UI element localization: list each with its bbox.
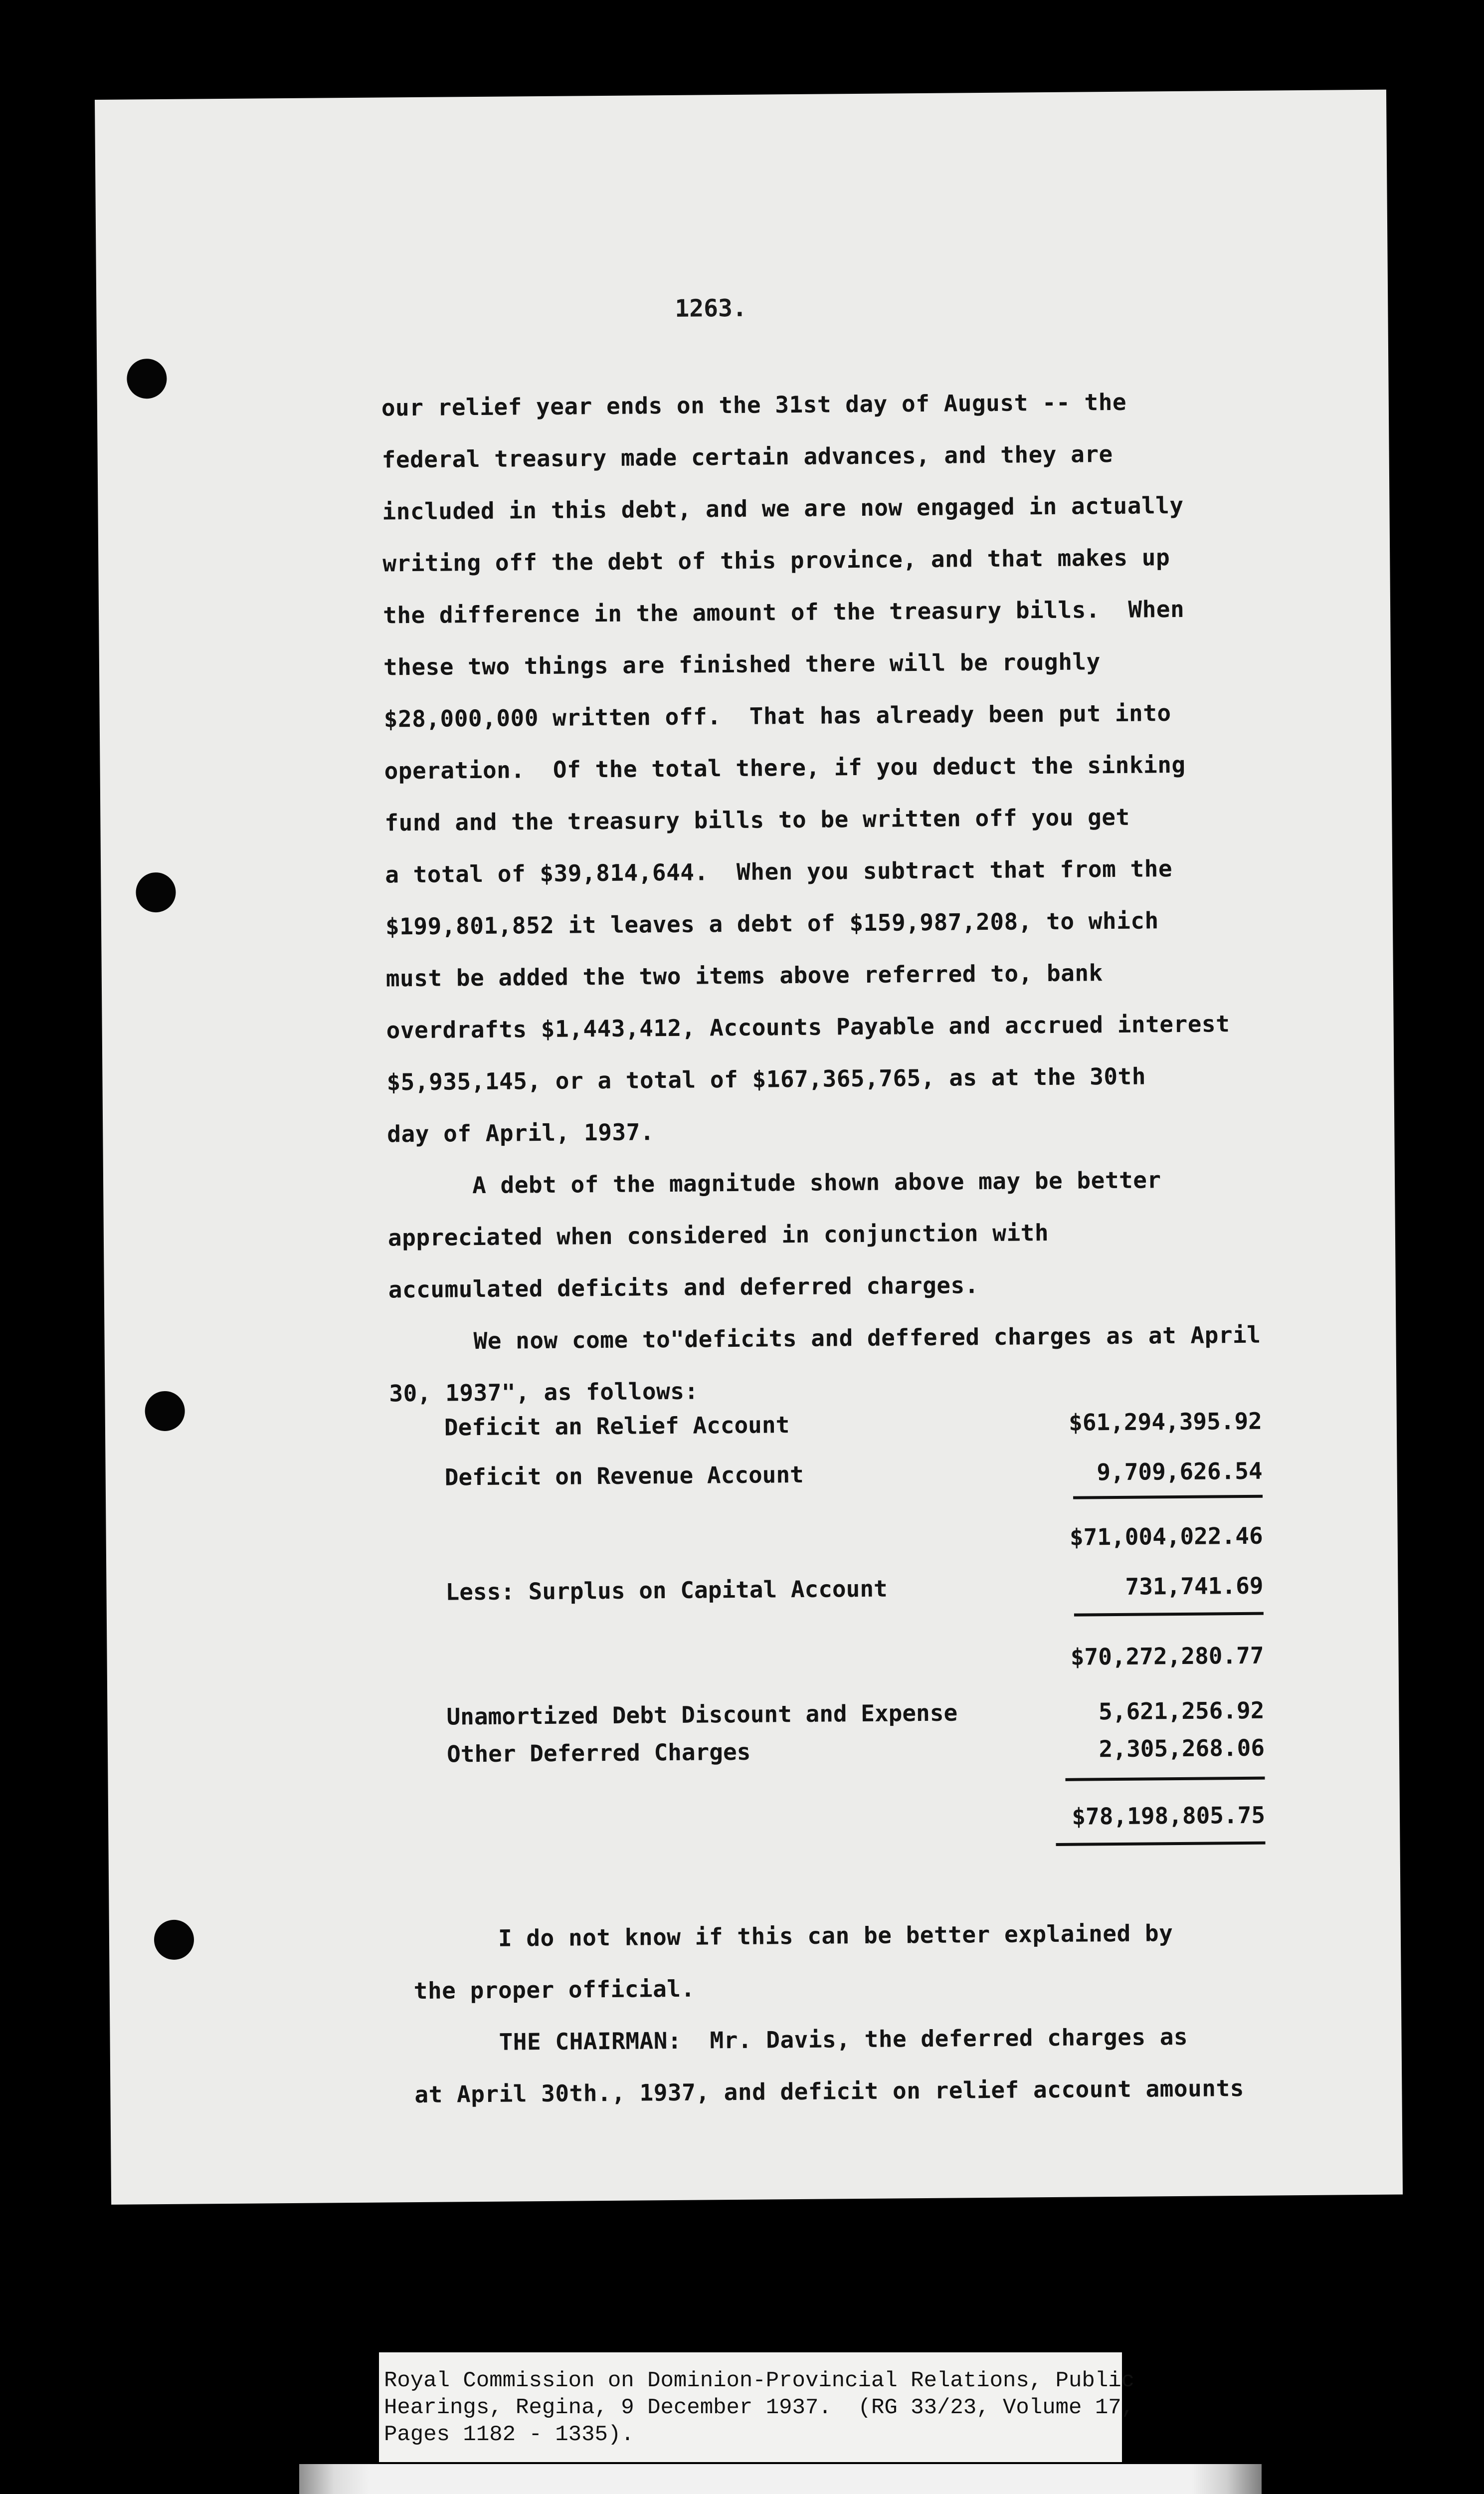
text-line: day of April, 1937.: [387, 1118, 655, 1148]
text-line: $28,000,000 written off. That has already been put into: [383, 699, 1171, 733]
document-page: [95, 90, 1403, 2205]
ledger-row-deficit-revenue: [444, 1457, 1262, 1494]
reference-line: Royal Commission on Dominion-Provincial Relations, Public: [384, 2368, 1135, 2393]
text-line: these two things are finished there will be roughly: [383, 648, 1101, 681]
ledger-row-total: [447, 1802, 1265, 1838]
text-line: a total of $39,814,644. When you subtract that from the: [385, 855, 1173, 888]
ledger-row-other-deferred: [447, 1734, 1265, 1771]
ledger-label: Unamortized Debt Discount and Expense: [446, 1699, 958, 1730]
ledger-row-subtotal: [445, 1522, 1263, 1559]
ledger-label: Deficit on Revenue Account: [444, 1460, 804, 1491]
text-line: I do not know if this can be better explained by: [498, 1919, 1173, 1952]
ledger-amount: $78,198,805.75: [1072, 1801, 1266, 1830]
typed-text-body: [381, 375, 1336, 1420]
reference-line: Hearings, Regina, 9 December 1937. (RG 33/23, Volume 17,: [384, 2395, 1135, 2420]
ledger-amount: 5,621,256.92: [1098, 1696, 1265, 1725]
ledger-row-unamortized: [446, 1697, 1264, 1733]
ledger-amount: $71,004,022.46: [1069, 1522, 1263, 1551]
reference-slip: [379, 2352, 1135, 2462]
text-line: A debt of the magnitude shown above may be better: [472, 1166, 1161, 1199]
ledger-row-surplus: [445, 1572, 1263, 1609]
text-line: at April 30th., 1937, and deficit on relief account amounts: [414, 2075, 1245, 2108]
text-line: We now come to"deficits and deffered charges as at April: [473, 1321, 1261, 1355]
reference-line: Pages 1182 - 1335).: [384, 2422, 634, 2447]
text-line: our relief year ends on the 31st day of August -- the: [381, 388, 1127, 421]
binder-hole: [154, 1920, 194, 1960]
archives-stamp: [299, 2464, 1262, 2494]
ledger-amount: $61,294,395.92: [1068, 1407, 1263, 1436]
ledger-amount: 9,709,626.54: [1097, 1457, 1263, 1486]
text-line: $5,935,145, or a total of $167,365,765, as at the 30th: [386, 1062, 1146, 1096]
text-line: writing off the debt of this province, and that makes up: [382, 544, 1170, 577]
ledger-amount: 731,741.69: [1125, 1572, 1264, 1600]
text-line: federal treasury made certain advances, and they are: [381, 440, 1113, 473]
text-line: included in this debt, and we are now engaged in actually: [382, 491, 1184, 525]
text-line: overdrafts $1,443,412, Accounts Payable and accrued interest: [386, 1010, 1230, 1044]
text-line: must be added the two items above referred to, bank: [385, 959, 1103, 992]
text-line: appreciated when considered in conjunction with: [387, 1219, 1049, 1251]
binder-hole: [145, 1391, 185, 1432]
ledger-label: Less: Surplus on Capital Account: [445, 1575, 888, 1606]
text-line: operation. Of the total there, if you deduct the sinking: [384, 751, 1186, 785]
text-line: the difference in the amount of the treasury bills. When: [382, 595, 1185, 629]
binder-hole: [136, 872, 176, 913]
ledger-label: Other Deferred Charges: [446, 1738, 751, 1768]
ledger-row-deficit-relief: [444, 1408, 1262, 1444]
underline-rule: [1073, 1495, 1263, 1499]
underline-rule: [1065, 1777, 1265, 1781]
text-line: accumulated deficits and deferred charges.: [388, 1271, 979, 1303]
double-underline-rule: [1056, 1842, 1266, 1846]
underline-rule: [1074, 1612, 1264, 1617]
page-number: 1263.: [675, 294, 747, 323]
text-line: 30, 1937", as follows:: [389, 1377, 699, 1407]
text-line: the proper official.: [413, 1975, 695, 2005]
ledger-row-subtotal: [446, 1642, 1264, 1678]
ledger-label: Deficit an Relief Account: [444, 1411, 790, 1441]
text-line: fund and the treasury bills to be written off you get: [384, 803, 1130, 836]
ledger-amount: $70,272,280.77: [1070, 1642, 1264, 1670]
ledger-amount: 2,305,268.06: [1099, 1734, 1265, 1763]
typed-text-closing: [413, 1905, 1362, 2120]
text-line: THE CHAIRMAN: Mr. Davis, the deferred charges as: [499, 2023, 1188, 2056]
text-line: $199,801,852 it leaves a debt of $159,987,208, to which: [385, 907, 1159, 940]
binder-hole: [127, 359, 167, 399]
